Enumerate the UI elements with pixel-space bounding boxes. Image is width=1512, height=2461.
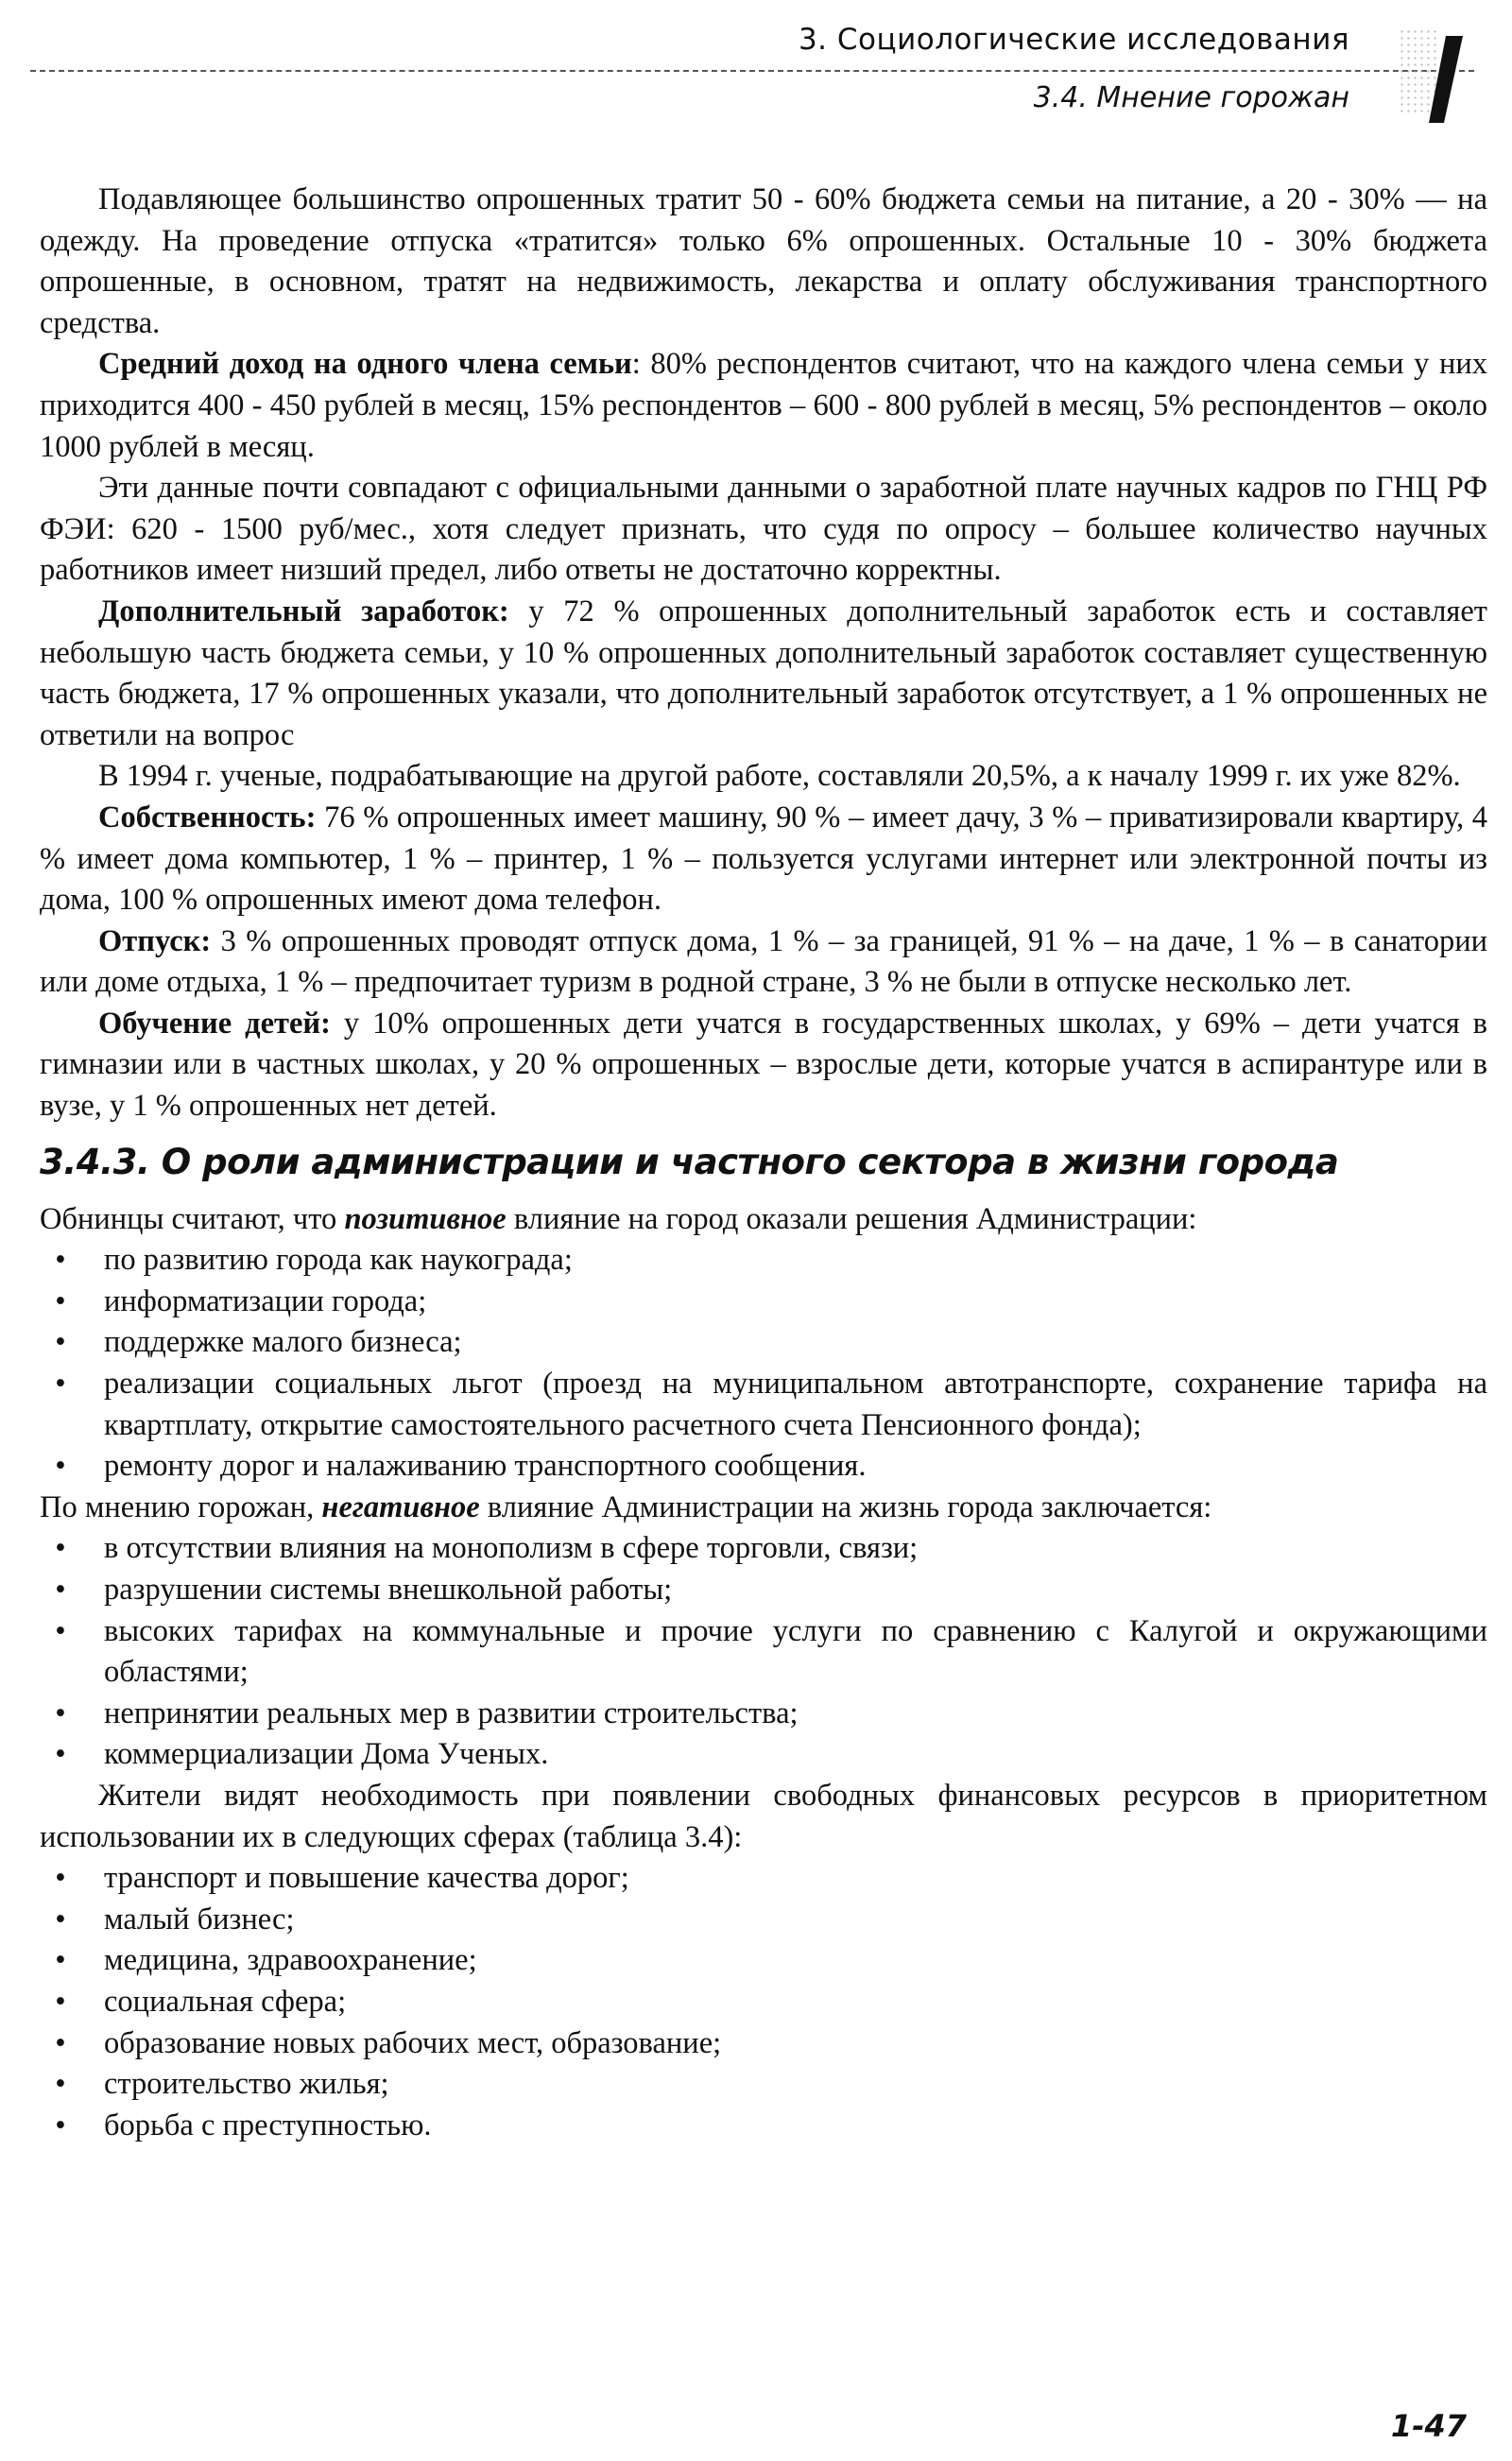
running-header-section: 3.4. Мнение горожан [1033, 81, 1349, 114]
chapter-tab-icon [1425, 32, 1465, 127]
list-item [40, 1364, 1487, 1446]
list-item-text: в отсутствии влияния на монополизм в сфере торговли, связи; [104, 1531, 919, 1566]
list-item [40, 1900, 1487, 1941]
list-item [40, 1858, 1487, 1900]
bullet-icon: • [55, 1737, 66, 1772]
paragraph-vacation [40, 921, 1487, 1004]
positive-lead-after: влияние на город оказали решения Администрации: [506, 1201, 1197, 1236]
list-item [40, 1694, 1487, 1735]
bullet-icon: • [55, 1695, 66, 1730]
list-item [40, 1982, 1487, 2023]
text-extra-earnings: у 72 % опрошенных дополнительный заработок есть и составляет небольшую часть бюджета семьи, у 10 % опрошенных дополнительный заработок составляет существенную часть бюджета, 17 % опрошенных указали, что дополнительный заработок отсутствует, а 1 % опрошенных не ответили на вопрос [40, 594, 1487, 752]
bullet-icon: • [55, 1449, 66, 1484]
header-rule [30, 70, 1474, 72]
list-item-text: образование новых рабочих мест, образование; [104, 2025, 722, 2060]
paragraph-income [40, 344, 1487, 468]
label-vacation: Отпуск: [98, 923, 212, 958]
priority-list [40, 1858, 1487, 2146]
list-item [40, 2106, 1487, 2147]
body-text [40, 180, 1487, 2146]
text-vacation: 3 % опрошенных проводят отпуск дома, 1 % – за границей, 91 % – на даче, 1 % – в санатории или доме отдыха, 1 % – предпочитает туризм в родной стране, 3 % не были в отпуске несколько лет. [40, 923, 1487, 1000]
bullet-icon: • [55, 2025, 66, 2060]
paragraph-1994: В 1994 г. ученые, подрабатывающие на другой работе, составляли 20,5%, а к началу 1999 г. их уже 82%. [98, 759, 1461, 794]
list-item-text: строительство жилья; [104, 2067, 389, 2102]
label-property: Собственность: [98, 800, 317, 835]
paragraph-salary-comparison: Эти данные почти совпадают с официальными данными о заработной плате научных кадров по ГНЦ РФ ФЭИ: 620 - 1500 руб/мес., хотя следует признать, что судя по опросу – большее количество научных работников имеет низший предел, либо ответы не достаточно корректны. [40, 471, 1487, 588]
paragraph-children-education [40, 1004, 1487, 1127]
text-children-education: у 10% опрошенных дети учатся в государственных школах, у 69% – дети учатся в гимназии или в частных школах, у 20 % опрошенных – взрослые дети, которые учатся в аспирантуре или в вузе, у 1 % опрошенных нет детей. [40, 1006, 1487, 1124]
label-extra-earnings: Дополнительный заработок: [98, 594, 509, 628]
list-item-text: по развитию города как наукограда; [104, 1243, 573, 1278]
list-item [40, 1282, 1487, 1323]
bullet-icon: • [55, 1531, 66, 1566]
bullet-icon: • [55, 1984, 66, 2019]
negative-list [40, 1528, 1487, 1776]
label-income: Средний доход на одного члена семьи [98, 347, 632, 382]
list-item-text: высоких тарифах на коммунальные и прочие услуги по сравнению с Калугой и окружающими областями; [104, 1613, 1487, 1690]
negative-word: негативное [321, 1489, 480, 1524]
list-item-text: транспорт и повышение качества дорог; [104, 1861, 629, 1896]
list-item-text: информатизации города; [104, 1283, 427, 1318]
bullet-icon: • [55, 2067, 66, 2102]
list-item [40, 2064, 1487, 2106]
bullet-icon: • [55, 1243, 66, 1278]
text-income: : 80% респондентов считают, что на каждого члена семьи у них приходится 400 - 450 рублей в месяц, 15% респондентов – 600 - 800 рублей в месяц, 5% респондентов – около 1000 рублей в месяц. [40, 347, 1487, 464]
list-item [40, 1734, 1487, 1776]
list-item [40, 2023, 1487, 2065]
list-item-text: медицина, здравоохранение; [104, 1943, 477, 1978]
list-item-text: ремонту дорог и налаживанию транспортного сообщения. [104, 1449, 867, 1484]
running-header-chapter: 3. Социологические исследования [798, 23, 1349, 57]
text-property: 76 % опрошенных имеет машину, 90 % – имеет дачу, 3 % – приватизировали квартиру, 4 % имеет дома компьютер, 1 % – принтер, 1 % – пользуется услугами интернет или электронной почты из дома, 100 % опрошенных имеют дома телефон. [40, 800, 1487, 918]
positive-list [40, 1240, 1487, 1488]
bullet-icon: • [55, 1613, 66, 1648]
list-item-text: малый бизнес; [104, 1902, 295, 1936]
list-item [40, 1322, 1487, 1364]
positive-word: позитивное [344, 1201, 507, 1236]
page-number: 1-47 [1390, 2408, 1467, 2444]
bullet-icon: • [55, 1325, 66, 1360]
list-item [40, 1240, 1487, 1282]
bullet-icon: • [55, 1367, 66, 1402]
running-header [0, 0, 1512, 142]
positive-lead-before: Обнинцы считают, что [40, 1201, 345, 1236]
list-item-text: реализации социальных льгот (проезд на муниципальном автотранспорте, сохранение тарифа на квартплату, открытие самостоятельного расчетного счета Пенсионного фонда); [104, 1367, 1487, 1442]
bullet-icon: • [55, 1283, 66, 1318]
list-item-text: борьба с преступностью. [104, 2108, 432, 2143]
bullet-icon: • [55, 1861, 66, 1896]
paragraph-extra-earnings [40, 592, 1487, 756]
paragraph-property [40, 798, 1487, 921]
priority-lead: Жители видят необходимость при появлении свободных финансовых ресурсов в приоритетном использовании их в следующих сферах (таблица 3.4): [40, 1778, 1487, 1854]
bullet-icon: • [55, 1573, 66, 1607]
list-item-text: разрушении системы внешкольной работы; [104, 1573, 673, 1607]
list-item [40, 1528, 1487, 1570]
list-item-text: непринятии реальных мер в развитии строительства; [104, 1695, 799, 1730]
negative-lead-before: По мнению горожан, [40, 1489, 322, 1524]
list-item [40, 1940, 1487, 1982]
bullet-icon: • [55, 1943, 66, 1978]
list-item-text: поддержке малого бизнеса; [104, 1325, 462, 1360]
list-item [40, 1570, 1487, 1611]
section-heading-3-4-3: 3.4.3. О роли администрации и частного сектора в жизни города [40, 1141, 1339, 1182]
label-children-education: Обучение детей: [98, 1006, 331, 1041]
list-item-text: коммерциализации Дома Ученых. [104, 1737, 549, 1772]
bullet-icon: • [55, 1902, 66, 1936]
negative-lead [40, 1488, 1487, 1529]
list-item [40, 1611, 1487, 1694]
list-item-text: социальная сфера; [104, 1984, 347, 2019]
bullet-icon: • [55, 2108, 66, 2143]
list-item [40, 1446, 1487, 1488]
negative-lead-after: влияние Администрации на жизнь города заключается: [479, 1489, 1212, 1524]
paragraph-budget: Подавляющее большинство опрошенных тратит 50 - 60% бюджета семьи на питание, а 20 - 30% — на одежду. На проведение отпуска «тратится» только 6% опрошенных. Остальные 10 - 30% бюджета опрошенные, в основном, тратят на недвижимость, лекарства и оплату обслуживания транспортного средства. [40, 182, 1487, 340]
positive-lead [40, 1199, 1487, 1241]
